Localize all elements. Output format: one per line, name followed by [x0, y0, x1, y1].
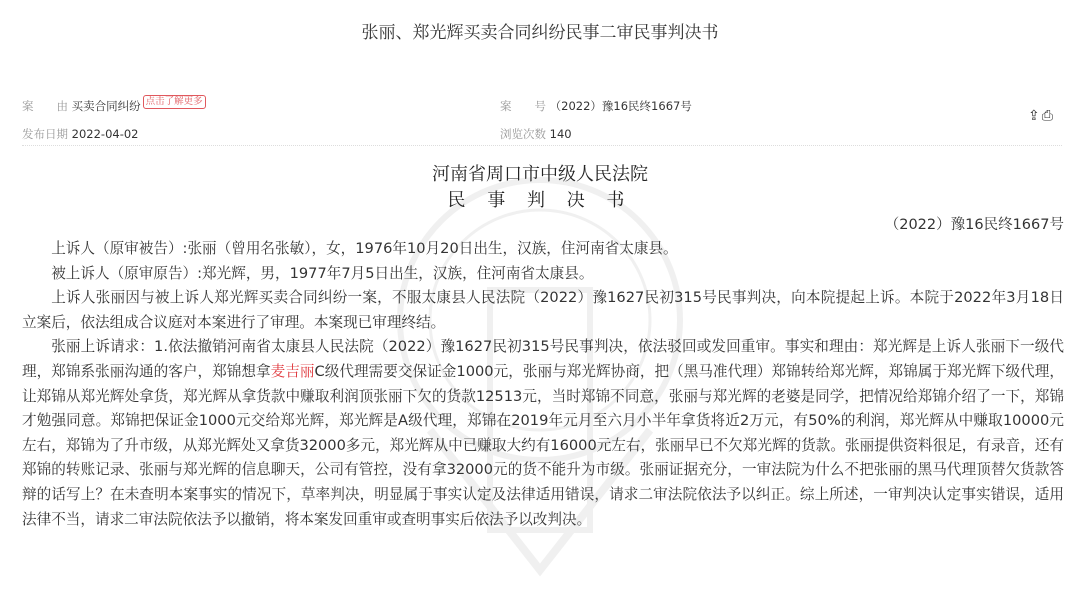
case-number: [500, 98, 692, 114]
case-number-label: 案 号: [500, 99, 546, 113]
case-number-value: （2022）豫16民终1667号: [549, 99, 692, 113]
publish-date-label: 发布日期: [22, 127, 68, 141]
appeal-request-paragraph: [22, 335, 1064, 532]
judgment-body: [22, 237, 1064, 532]
appeal-text-part2: C级代理需要交保证金1000元，张丽与郑光辉协商，把（黑马准代理）郑锦转给郑光辉，郑锦属于郑光辉下级代理，让郑锦从郑光辉处拿货，郑光辉从拿货款中赚取利润顶张丽下欠的货款12513元，当时郑锦不同意，张丽与郑光辉的老婆是同学，把情况给郑锦介绍了一下，郑锦才勉强同意。郑锦把保证金1000元交给郑光辉，郑光辉是A级代理，郑锦在2019年元月至六月小半年拿货将近2万元，有50%的利润，郑光辉从中赚取10000元左右，郑锦为了升市级，从郑光辉处又拿货32000多元，郑光辉从中已赚取大约有16000元左右，张丽早已不欠郑光辉的货款。张丽提供资料很足，有录音，还有郑锦的转账记录、张丽与郑光辉的信息聊天，公司有管控，没有拿32000元的货不能升为市级。张丽证据充分，一审法院为什么不把张丽的黑马代理顶替欠货款答辩的话写上？在未查明本案事实的情况下，草率判决，明显属于事实认定及法律适用错误，请求二审法院依法予以纠正。综上所述，一审判决认定事实错误，适用法律不当，请求二审法院依法予以撤销，将本案发回重审或查明事实后依法予以改判决。: [22, 362, 1064, 528]
appellant-paragraph: 上诉人（原审被告）:张丽（曾用名张敏），女，1976年10月20日出生，汉族，住河南省太康县。: [51, 240, 678, 257]
appellee-paragraph: 被上诉人（原审原告）:郑光辉，男，1977年7月5日出生，汉族，住河南省太康县。: [51, 264, 594, 282]
case-cause-label: 案 由: [22, 99, 68, 113]
download-icon[interactable]: ⇪: [1028, 108, 1042, 124]
divider: [22, 145, 1062, 146]
learn-more-tag[interactable]: 点击了解更多: [143, 95, 206, 109]
page-title: 张丽、郑光辉买卖合同纠纷民事二审民事判决书: [361, 23, 719, 43]
toolbar-icons: [1028, 108, 1055, 124]
court-name: 河南省周口市中级人民法院: [432, 164, 648, 185]
publish-date-value: 2022-04-02: [71, 127, 139, 141]
publish-date: [22, 126, 139, 142]
case-cause: [22, 98, 206, 115]
view-count-value: 140: [549, 127, 572, 141]
view-count-label: 浏览次数: [500, 127, 546, 141]
document-type: 民 事 判 决 书: [447, 190, 633, 211]
highlighted-brand: 麦吉丽: [270, 362, 315, 380]
appeal-text-part1: 张丽上诉请求：1.依法撤销河南省太康县人民法院（2022）豫1627民初315号民事判决，依法驳回或发回重审。事实和理由：郑光辉是上诉人张丽下一级代理，郑锦系张丽沟通的客户，郑锦想拿: [22, 338, 1064, 380]
print-icon[interactable]: ⎙: [1041, 108, 1055, 124]
case-cause-value: 买卖合同纠纷: [71, 99, 141, 113]
case-intro-paragraph: 上诉人张丽因与被上诉人郑光辉买卖合同纠纷一案，不服太康县人民法院（2022）豫1627民初315号民事判决，向本院提起上诉。本院于2022年3月18日立案后，依法组成合议庭对本案进行了审理。本案现已审理终结。: [22, 289, 1064, 331]
document-case-number: （2022）豫16民终1667号: [884, 217, 1064, 233]
view-count: [500, 126, 572, 142]
